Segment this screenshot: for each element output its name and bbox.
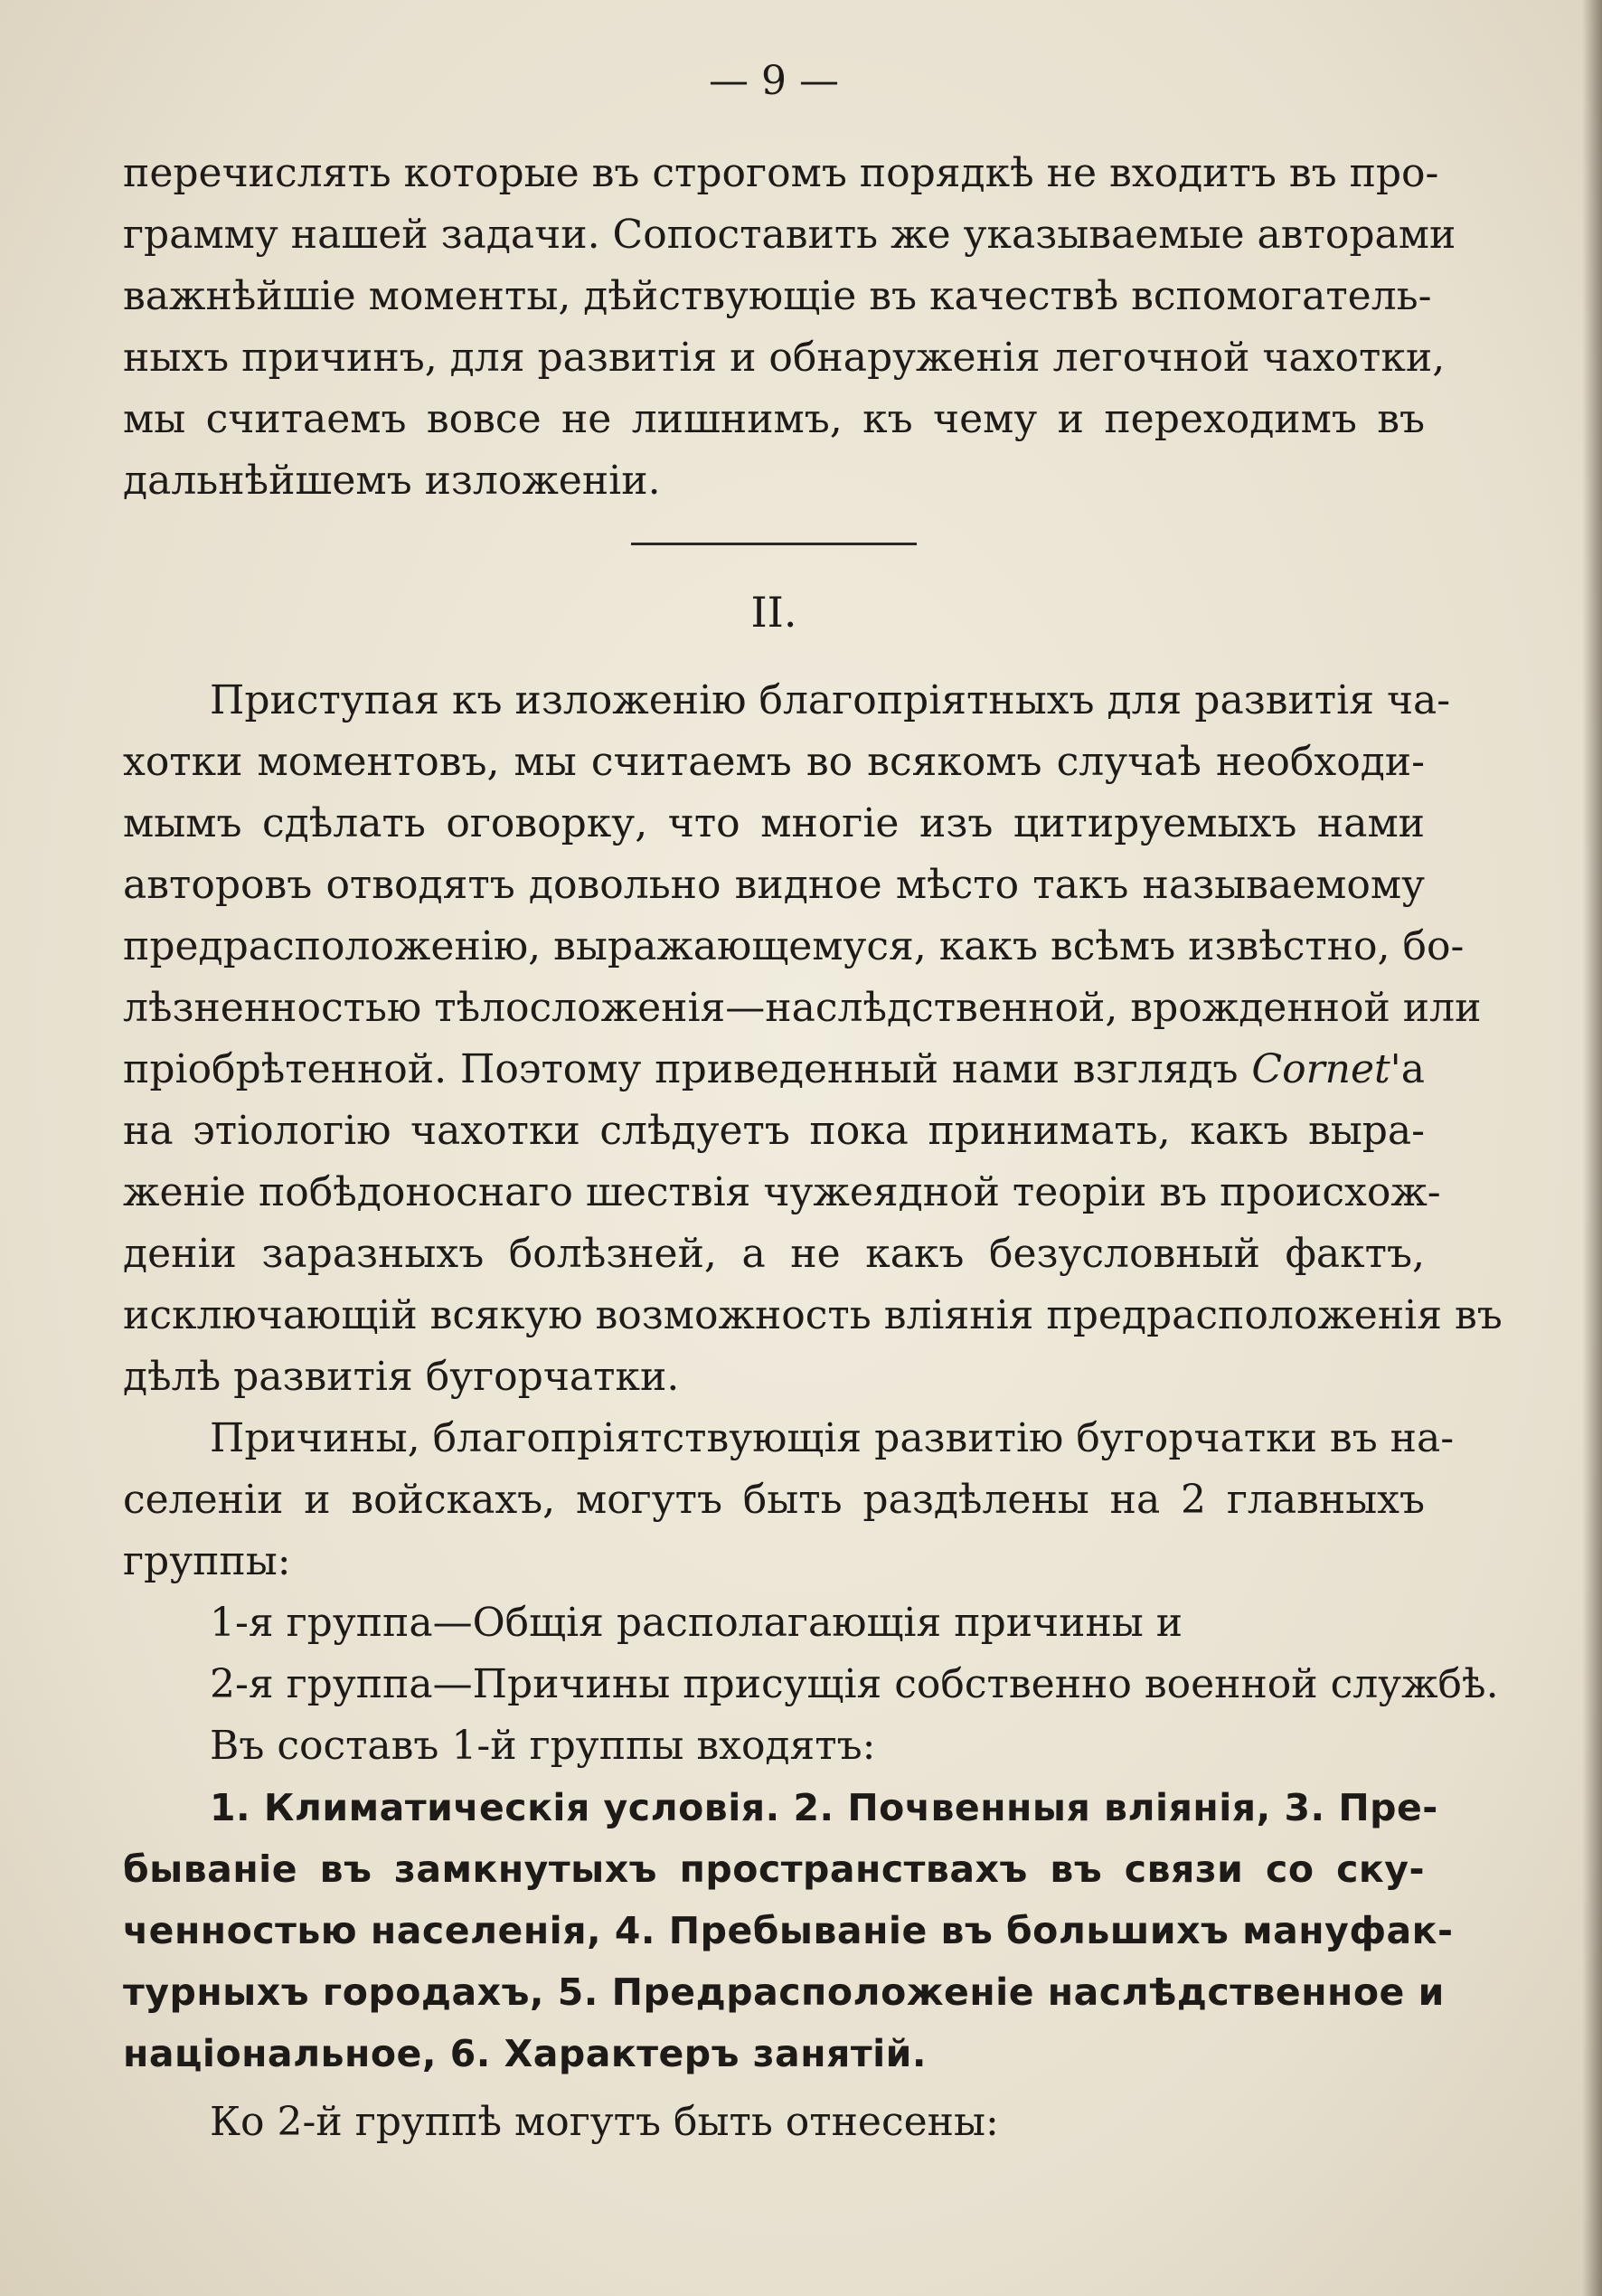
factors-line: быванiе въ замкнутыхъ пространствахъ въ связи со ску- [123, 1847, 1425, 1891]
text-line: деніи заразныхъ болѣзней, а не какъ безусловный фактъ, [123, 1231, 1425, 1277]
text-line: Причины, благопріятствующія развитію бугорчатки въ на- [210, 1415, 1455, 1461]
text-line: дальнѣйшемъ изложеніи. [123, 458, 661, 504]
composition-line: Въ составъ 1-й группы входятъ: [210, 1723, 876, 1769]
text-line: мымъ сдѣлать оговорку, что многіе изъ цитируемыхъ нами [123, 800, 1425, 846]
text-line: лѣзненностью тѣлосложенія—наслѣдственной, врожденной или [123, 985, 1482, 1031]
text-line: на этіологію чахотки слѣдуетъ пока принимать, какъ выра- [123, 1108, 1425, 1154]
text-line: грамму нашей задачи. Сопоставить же указываемые авторами [123, 212, 1456, 258]
page-text [123, 54, 1503, 2153]
text-fragment: а [1400, 1046, 1425, 1092]
text-line: предрасположенію, выражающемуся, какъ всѣмъ извѣстно, бо- [123, 923, 1465, 969]
factors-line: турныхъ городахъ, 5. Предрасположеніе наслѣдственное и [123, 1970, 1445, 2014]
final-paragraph [123, 2092, 1425, 2153]
text-fragment: пріобрѣтенной. Поэтому приведенный нами взглядъ [123, 1046, 1252, 1092]
text-line: селеніи и войскахъ, могутъ быть раздѣлены на 2 главныхъ [123, 1477, 1425, 1523]
text-line: исключающій всякую возможность вліянія предрасположенія въ [123, 1292, 1503, 1338]
text-line: ныхъ причинъ, для развитія и обнаруженія легочной чахотки, [123, 335, 1446, 381]
text-line: мы считаемъ вовсе не лишнимъ, къ чему и переходимъ въ [123, 396, 1425, 442]
page-edge-shadow [1582, 0, 1602, 2296]
group-two-line: 2-я группа—Причины присущія собственно военной службѣ. [210, 1661, 1499, 1707]
text-line: хотки моментовъ, мы считаемъ во всякомъ случаѣ необходи- [123, 739, 1425, 785]
intro-paragraph [123, 143, 1456, 512]
factors-line: національное, 6. Характеръ занятій. [123, 2032, 927, 2075]
text-line: перечислять которые въ строгомъ порядкѣ не входитъ въ про- [123, 150, 1439, 196]
group-one-line: 1-я группа—Общія располагающія причины и [210, 1600, 1183, 1646]
paragraph-causes [123, 1408, 1499, 1777]
text-line: важнѣйшіе моменты, дѣйствующіе въ качествѣ вспомогатель- [123, 273, 1432, 319]
paragraph-predisposition [123, 670, 1503, 1408]
section-divider [631, 543, 917, 545]
text-line-with-citation [123, 1039, 1425, 1101]
text-line: Приступая къ изложенію благопріятныхъ для развитія ча- [210, 677, 1451, 723]
page-number: — 9 — [709, 58, 839, 104]
text-line: авторовъ отводятъ довольно видное мѣсто такъ называемому [123, 862, 1425, 908]
text-line: женіе побѣдоноснаго шествія чужеядной теоріи въ происхож- [123, 1169, 1441, 1215]
factors-line: 1. Климатическія условія. 2. Почвенныя вліянія, 3. Пре- [210, 1786, 1438, 1829]
cited-author: Cornet' [1251, 1046, 1401, 1092]
factors-line: ченностью населенія, 4. Пребываніе въ большихъ мануфак- [123, 1909, 1454, 1952]
section-heading: II. [750, 588, 797, 637]
text-line: дѣлѣ развитія бугорчатки. [123, 1354, 680, 1400]
text-line: Ко 2-й группѣ могутъ быть отнесены: [210, 2099, 999, 2145]
factors-list [123, 1777, 1454, 2084]
text-line: группы: [123, 1538, 291, 1584]
